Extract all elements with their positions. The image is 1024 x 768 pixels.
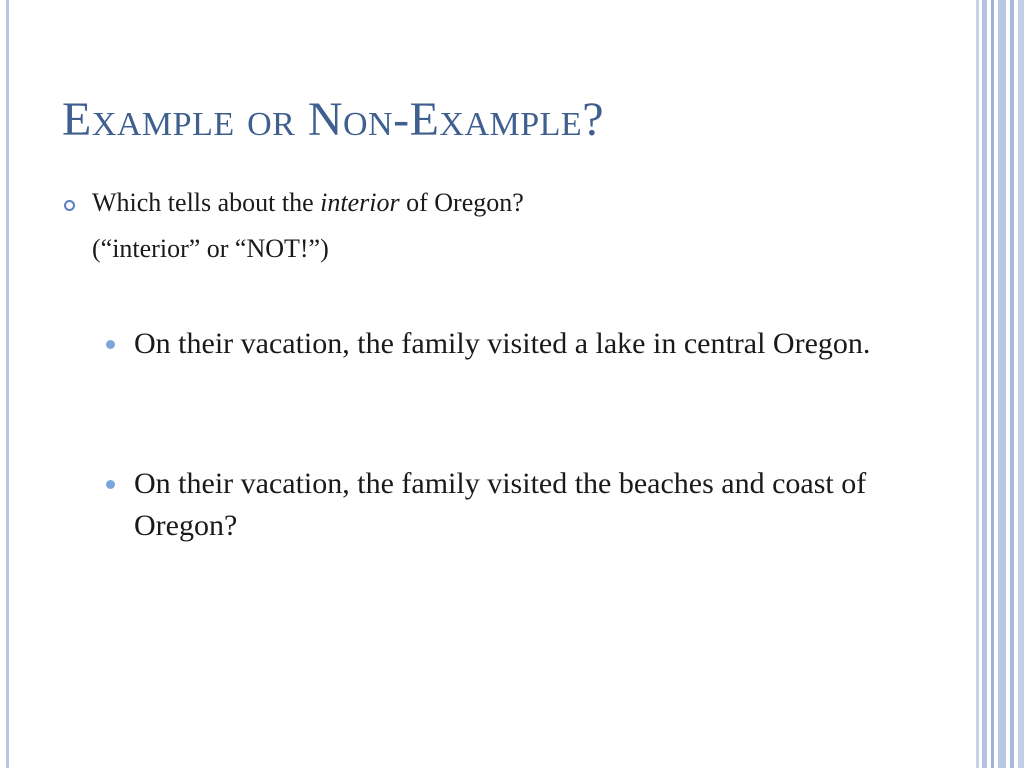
right-border-stripe [998, 0, 1006, 768]
slide-title: Example or Non-Example? [62, 93, 605, 146]
dot-bullet-icon [106, 340, 115, 349]
option-text-2: On their vacation, the family visited the beaches and coast of Oregon? [134, 467, 867, 542]
ring-bullet-icon [64, 200, 75, 211]
question-text-pre: Which tells about the [92, 188, 321, 217]
option-text-1: On their vacation, the family visited a lake in central Oregon. [134, 327, 871, 360]
question-answer-choices: (“interior” or “NOT!”) [92, 234, 329, 263]
right-border-stripe [991, 0, 994, 768]
question-emphasis: interior [320, 188, 400, 217]
left-border-line [6, 0, 9, 768]
right-border-stripe [1018, 0, 1024, 768]
right-border-stripe [976, 0, 979, 768]
question-text-post: of Oregon? [399, 188, 524, 217]
right-border-stripe [982, 0, 987, 768]
question-text [92, 188, 524, 218]
right-border-stripe [1010, 0, 1014, 768]
dot-bullet-icon [106, 480, 115, 489]
